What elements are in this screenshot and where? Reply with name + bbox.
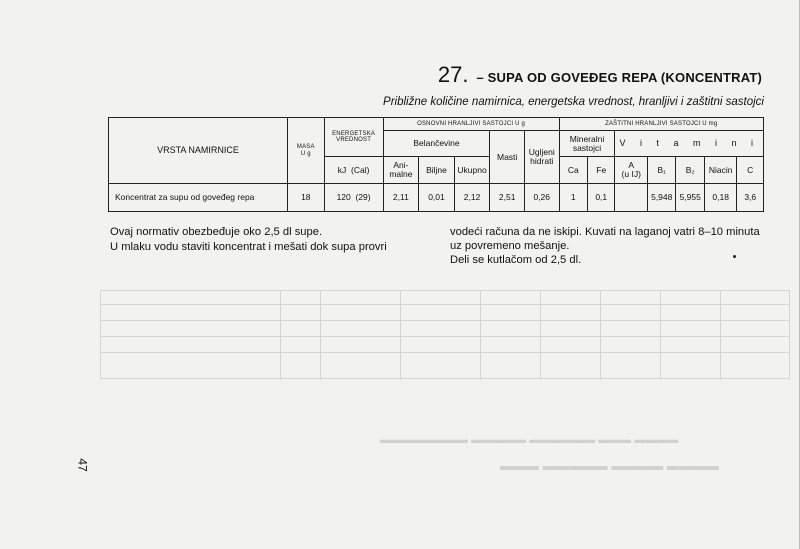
cell-vitamin-b2: 5,955 [676, 184, 704, 212]
header-mineralni-sastojci: Mineralni sastojci [559, 131, 615, 157]
header-ca: Ca [559, 157, 587, 184]
nutrition-table [108, 117, 764, 212]
header-vitamin-b1: B₁ [648, 157, 676, 184]
cell-masti: 2,51 [490, 184, 525, 212]
cell-fe: 0,1 [588, 184, 615, 212]
cell-niacin: 0,18 [704, 184, 737, 212]
header-vitamin-b2: B₂ [676, 157, 704, 184]
table-row [109, 184, 764, 212]
cell-biljne: 0,01 [419, 184, 455, 212]
text-right-line-1: vodeći računa da ne iskipi. Kuvati na laganoj vatri 8–10 minuta [450, 226, 760, 238]
cell-ugljeni-hidrati: 0,26 [524, 184, 559, 212]
header-kj-cal: kJ (Cal) [324, 157, 383, 184]
cell-namirnica: Koncentrat za supu od goveđeg repa [109, 184, 288, 212]
print-speck [733, 255, 736, 258]
page-number: 47 [75, 458, 90, 472]
bleed-through-text: ▬▬▬▬ ▬▬▬ ▬▬▬▬▬▬ ▬▬▬▬▬ ▬▬▬▬▬▬▬▬ [380, 434, 679, 446]
header-biljne: Biljne [419, 157, 455, 184]
cell-ukupno: 2,12 [454, 184, 490, 212]
cell-vitamin-c: 3,6 [737, 184, 764, 212]
cell-vitamin-b1: 5,948 [648, 184, 676, 212]
header-masa: MASA U g [288, 118, 325, 184]
text-left-line-1: Ovaj normativ obezbeđuje oko 2,5 dl supe. [110, 226, 323, 238]
header-vitamini: V i t a m i n i [615, 131, 764, 157]
cell-masa: 18 [288, 184, 325, 212]
cell-energija: 120 (29) [324, 184, 383, 212]
header-vitamin-c: C [737, 157, 764, 184]
header-ugljeni-hidrati: Ugljeni hidrati [524, 131, 559, 184]
cell-animalne: 2,11 [383, 184, 419, 212]
header-ukupno: Ukupno [454, 157, 490, 184]
recipe-subtitle: Približne količine namirnica, energetska vrednost, hranljivi i zaštitni sastojci [383, 96, 764, 108]
header-vitamin-a: A (u IJ) [615, 157, 648, 184]
header-vrsta-namirnice: VRSTA NAMIRNICE [109, 118, 288, 184]
bleed-through-title: ▬▬▬▬ ▬▬▬▬ ▬▬▬▬▬ ▬▬▬ [500, 458, 719, 473]
text-right-line-2: uz povremeno mešanje. [450, 240, 570, 252]
header-niacin: Niacin [704, 157, 737, 184]
header-masti: Masti [490, 131, 525, 184]
text-left-line-2: U mlaku vodu staviti koncentrat i mešati dok supa provri [110, 241, 387, 253]
cell-ca: 1 [559, 184, 587, 212]
header-osnovni-sastojci: OSNOVNI HRANLJIVI SASTOJCI U g [383, 118, 559, 131]
header-fe: Fe [588, 157, 615, 184]
text-right-line-3: Deli se kutlačom od 2,5 dl. [450, 254, 582, 266]
bleed-through-table [100, 290, 790, 380]
cell-vitamin-a [615, 184, 648, 212]
header-animalne: Ani- malne [383, 157, 419, 184]
recipe-title [438, 62, 762, 88]
header-energetska-vrednost: ENERGETSKA VREDNOST [324, 118, 383, 157]
recipe-number: 27. [437, 62, 469, 87]
header-belancevine: Belančevine [383, 131, 490, 157]
recipe-name: – SUPA OD GOVEĐEG REPA (KONCENTRAT) [476, 70, 762, 85]
header-zastitni-sastojci: ZAŠTITNI HRANLJIVI SASTOJCI U mg [559, 118, 763, 131]
